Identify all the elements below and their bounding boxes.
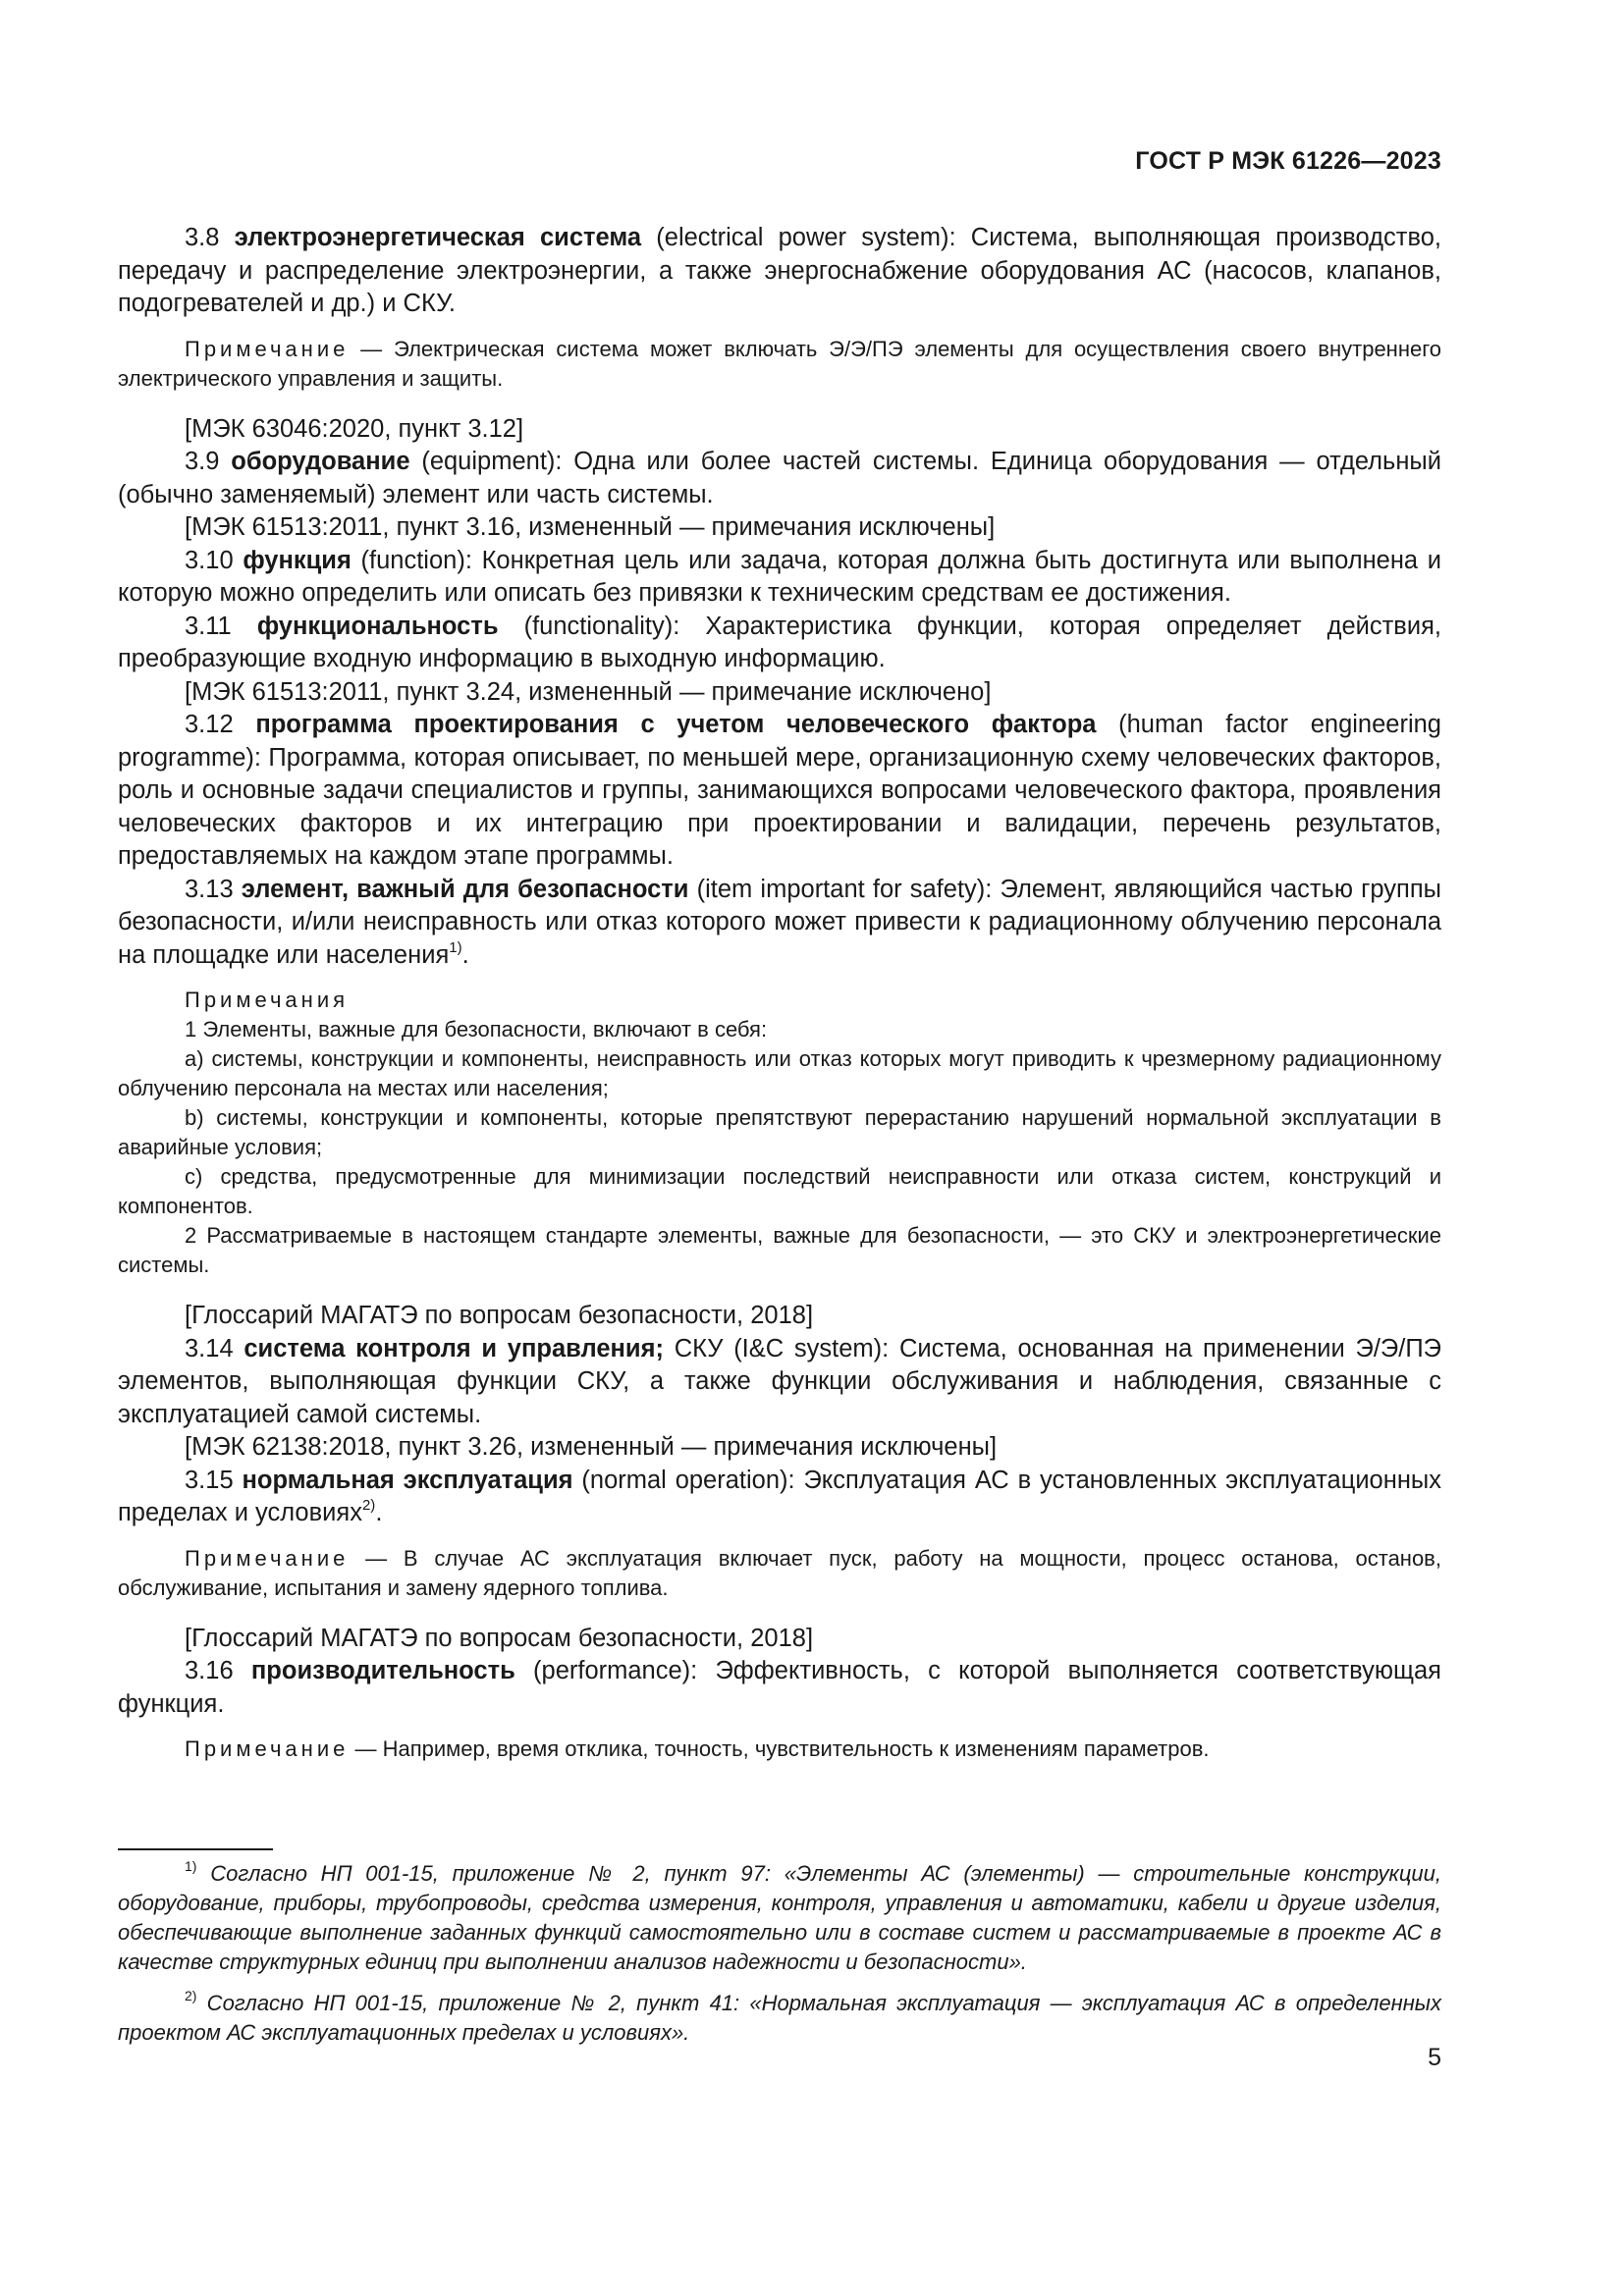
note-label: Примечание — [185, 1545, 350, 1571]
term: нормальная эксплуатация — [242, 1466, 573, 1494]
definition-3-12: 3.12 программа проектирования с учетом человеческого фактора (human factor engineering programme): Программа, которая описывает, по меньшей мере, организационную схему человеческих факторов, роль и основные задачи специалистов и группы, занимающихся вопросами человеческого фактора, проявления человеческих факторов и их интеграцию при проектировании и валидации, перечень результатов, предоставляемых на каждом этапе программы. — [118, 711, 1441, 870]
footnote-mark: 1) — [185, 1858, 197, 1874]
footnotes — [118, 1859, 1441, 2059]
definition-3-8: 3.8 электроэнергетическая система (electrical power system): Система, выполняющая производство, передачу и распределение электроэнергии, а также энергоснабжение оборудования АС (насосов, клапанов, подогревателей и др.) и СКУ. — [118, 224, 1441, 317]
reference-3-9: [МЭК 61513:2011, пункт 3.16, измененный — примечания исключены] — [185, 513, 996, 541]
footnote-1: $^{1)}$ Согласно НП 001-15, приложение № 2, пункт 97: «Элементы АС (элементы) — строительные конструкции, оборудование, приборы, трубопроводы, средства измерения, контроля, управления и автоматики, кабели и другие изделия, обеспечивающие выполнение заданных функций самостоятельно или в составе систем и рассматриваемые в проекте АС в качестве структурных единиц при выполнении анализов надежности и безопасности». — [118, 1858, 1441, 1974]
definition-3-11: 3.11 функциональность (functionality): Характеристика функции, которая определяет действия, преобразующие входную информацию в выходную информацию. — [118, 612, 1441, 672]
definition-3-9: 3.9 оборудование (equipment): Одна или более частей системы. Единица оборудования — отдельный (обычно заменяемый) элемент или часть системы. — [118, 448, 1441, 508]
main-content — [118, 222, 1441, 1764]
note-label: Примечание — [185, 1736, 350, 1761]
definition-3-13: 3.13 элемент, важный для безопасности (item important for safety): Элемент, являющийся частью группы безопасности, и/или неисправность или отказ которого может привести к радиационному облучению персонала на площадке или населения$^{1)}$. — [118, 875, 1441, 969]
term: элемент, важный для безопасности — [241, 875, 689, 903]
term: система контроля и управления; — [244, 1334, 664, 1362]
note-3-8: Примечание — Электрическая система может включать Э/Э/ПЭ элементы для осуществления своего внутреннего электрического управления и защиты. — [118, 336, 1441, 391]
definition-3-14: 3.14 система контроля и управления; СКУ (I&C system): Система, основанная на применении Э/Э/ПЭ элементов, выполняющая функции СКУ, а также функции обслуживания и наблюдения, связанные с эксплуатацией самой системы. — [118, 1334, 1441, 1428]
footnote-ref-2[interactable]: 2) — [361, 1497, 376, 1514]
footnote-separator — [118, 1848, 273, 1850]
footnote-2: $^{2)}$ Согласно НП 001-15, приложение № 2, пункт 41: «Нормальная эксплуатация — эксплуатация АС в определенных проектом АС эксплуатационных пределах и условиях». — [118, 1988, 1441, 2045]
note-3-13-line: 2 Рассматриваемые в настоящем стандарте элементы, важные для безопасности, — это СКУ и электроэнергетические системы. — [118, 1223, 1441, 1277]
definition-3-16: 3.16 производительность (performance): Эффективность, с которой выполняется соответствующая функция. — [118, 1657, 1441, 1718]
term: функциональность — [256, 612, 499, 640]
footnote-mark: 2) — [185, 1988, 197, 2003]
note-3-13-line: 1 Элементы, важные для безопасности, включают в себя: — [185, 1017, 768, 1041]
definition-3-15: 3.15 нормальная эксплуатация (normal operation): Эксплуатация АС в установленных эксплуатационных пределах и условиях$^{2)}$. — [118, 1466, 1441, 1526]
term: оборудование — [231, 448, 410, 475]
note-3-13-line: b) системы, конструкции и компоненты, которые препятствуют перерастанию нарушений нормальной эксплуатации в аварийные условия; — [118, 1105, 1441, 1159]
note-3-15: Примечание — В случае АС эксплуатация включает пуск, работу на мощности, процесс останова, останов, обслуживание, испытания и замену ядерного топлива. — [118, 1545, 1441, 1600]
note-3-13-line: c) средства, предусмотренные для минимизации последствий неисправности или отказа систем, конструкций и компонентов. — [118, 1164, 1441, 1218]
reference-3-8: [МЭК 63046:2020, пункт 3.12] — [185, 414, 524, 443]
term: электроэнергетическая система — [234, 224, 642, 251]
term: программа проектирования с учетом человеческого фактора — [255, 711, 1097, 738]
reference-3-15: [Глоссарий МАГАТЭ по вопросам безопасности, 2018] — [185, 1624, 814, 1652]
note-label: Примечание — [185, 336, 350, 361]
note-3-16: Примечание — Например, время отклика, точность, чувствительность к изменениям параметров. — [185, 1736, 1210, 1761]
term: функция — [243, 546, 352, 574]
page-number: 5 — [1428, 2044, 1441, 2071]
footnote-ref-1[interactable]: 1) — [449, 938, 462, 956]
note-3-13-line: a) системы, конструкции и компоненты, неисправность или отказ которых могут приводить к чрезмерному радиационному облучению персонала на местах или населения; — [118, 1046, 1441, 1100]
standard-designation: ГОСТ Р МЭК 61226—2023 — [1135, 147, 1441, 175]
reference-3-13: [Глоссарий МАГАТЭ по вопросам безопасности, 2018] — [185, 1302, 814, 1329]
reference-3-11: [МЭК 61513:2011, пункт 3.24, измененный — примечание исключено] — [185, 677, 992, 706]
term: производительность — [250, 1657, 515, 1684]
definition-3-10: 3.10 функция (function): Конкретная цель или задача, которая должна быть достигнута или выполнена и которую можно определить или описать без привязки к техническим средствам ее достижения. — [118, 546, 1441, 607]
notes-3-13-label: Примечания — [185, 988, 350, 1012]
reference-3-14: [МЭК 62138:2018, пункт 3.26, измененный — примечания исключены] — [185, 1433, 998, 1461]
